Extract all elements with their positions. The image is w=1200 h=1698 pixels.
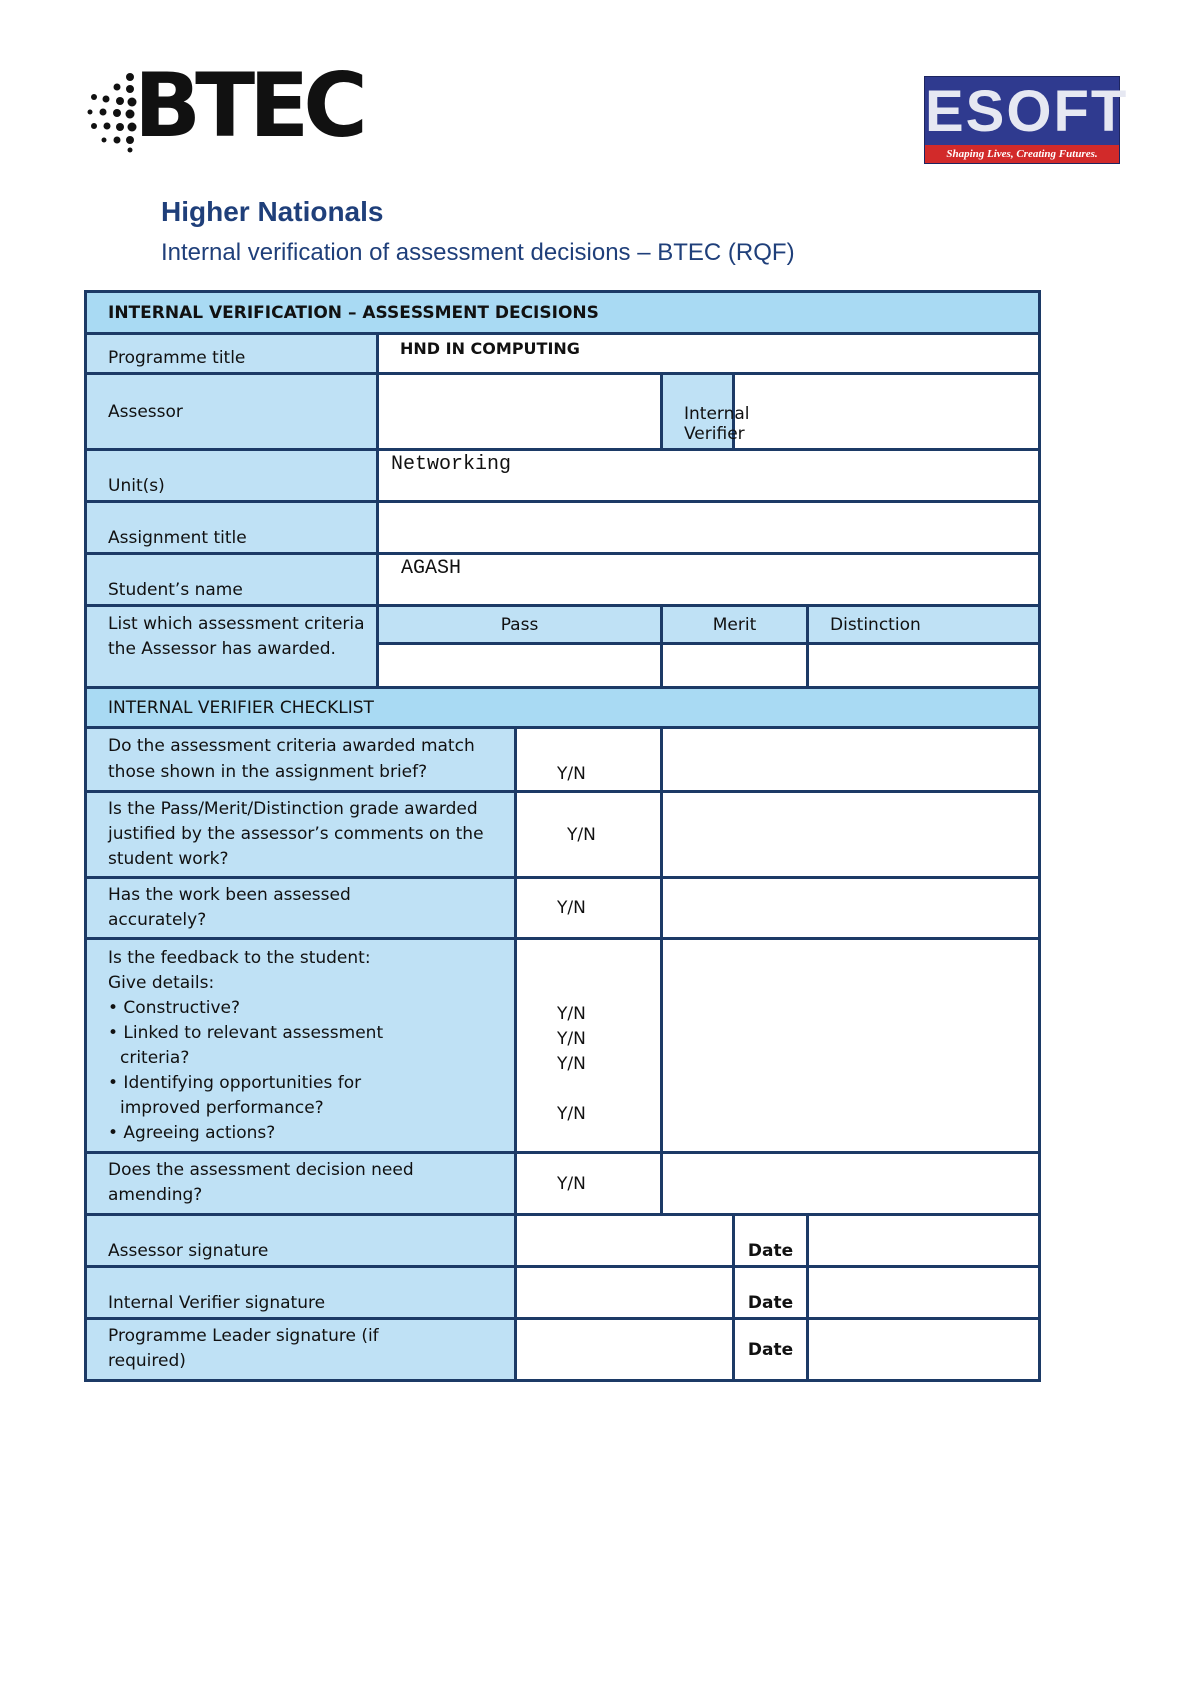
iv-signature-field[interactable] <box>516 1267 734 1319</box>
assignment-title-field[interactable] <box>378 502 1040 554</box>
q4-label <box>86 939 516 1153</box>
merit-label: Merit <box>662 606 808 644</box>
btec-logo <box>86 54 362 164</box>
q4-item-linked: • Linked to relevant assessment <box>108 1023 384 1043</box>
q4-yn-actions[interactable]: Y/N <box>557 1104 586 1124</box>
programme-title-field[interactable]: HND IN COMPUTING <box>378 334 1040 374</box>
q4-item-constructive: • Constructive? <box>108 998 241 1018</box>
esoft-tagline: Shaping Lives, Creating Futures. <box>925 145 1119 163</box>
verification-form <box>84 290 1041 1382</box>
assessor-signature-label: Assessor signature <box>86 1215 516 1267</box>
q4-item-opportunities-cont: improved performance? <box>120 1098 324 1118</box>
student-name-field[interactable]: AGASH <box>378 554 1040 606</box>
pl-signature-field[interactable] <box>516 1319 734 1381</box>
assessor-field[interactable] <box>378 374 662 450</box>
q2-label: Is the Pass/Merit/Distinction grade awarded justified by the assessor’s comments on the student work? <box>86 792 516 878</box>
q4-intro: Is the feedback to the student: <box>108 948 371 968</box>
q1-comments-field[interactable] <box>662 728 1040 792</box>
iv-date-field[interactable] <box>808 1267 1040 1319</box>
q4-yn-group <box>516 939 662 1153</box>
programme-title-label: Programme title <box>86 334 378 374</box>
pass-label: Pass <box>378 606 662 644</box>
section-title-checklist: INTERNAL VERIFIER CHECKLIST <box>86 688 1040 728</box>
pass-criteria-field[interactable] <box>378 644 662 688</box>
assessor-signature-field[interactable] <box>516 1215 734 1267</box>
q4-item-opportunities: • Identifying opportunities for <box>108 1073 362 1093</box>
q3-label: Has the work been assessed accurately? <box>86 878 516 939</box>
criteria-label: List which assessment criteria the Assessor has awarded. <box>86 606 378 688</box>
page-subtitle: Internal verification of assessment decisions – BTEC (RQF) <box>161 239 795 266</box>
iv-date-label: Date <box>734 1267 808 1319</box>
assessor-date-field[interactable] <box>808 1215 1040 1267</box>
q4-comments-field[interactable] <box>662 939 1040 1153</box>
internal-verifier-field[interactable] <box>734 374 1040 450</box>
q4-yn-linked[interactable]: Y/N <box>557 1029 586 1049</box>
q5-comments-field[interactable] <box>662 1153 1040 1215</box>
distinction-criteria-field[interactable] <box>808 644 1040 688</box>
assessor-label: Assessor <box>86 374 378 450</box>
q5-yn[interactable]: Y/N <box>516 1153 662 1215</box>
q2-yn[interactable]: Y/N <box>516 792 662 878</box>
q3-comments-field[interactable] <box>662 878 1040 939</box>
pl-signature-label: Programme Leader signature (if required) <box>86 1319 516 1381</box>
merit-criteria-field[interactable] <box>662 644 808 688</box>
q1-label: Do the assessment criteria awarded match those shown in the assignment brief? <box>86 728 516 792</box>
q4-yn-opportunities[interactable]: Y/N <box>557 1054 586 1074</box>
page-title: Higher Nationals <box>161 196 384 227</box>
section-title-assessment-decisions: INTERNAL VERIFICATION – ASSESSMENT DECISIONS <box>86 292 1040 334</box>
assessor-date-label: Date <box>734 1215 808 1267</box>
esoft-logo <box>924 76 1129 164</box>
assignment-title-label: Assignment title <box>86 502 378 554</box>
q2-comments-field[interactable] <box>662 792 1040 878</box>
q3-yn[interactable]: Y/N <box>516 878 662 939</box>
internal-verifier-label: Internal Verifier <box>662 374 734 450</box>
pl-date-field[interactable] <box>808 1319 1040 1381</box>
q5-label: Does the assessment decision need amending? <box>86 1153 516 1215</box>
units-label: Unit(s) <box>86 450 378 502</box>
q4-yn-constructive[interactable]: Y/N <box>557 1004 586 1024</box>
q4-item-actions: • Agreeing actions? <box>108 1123 276 1143</box>
student-name-label: Student’s name <box>86 554 378 606</box>
btec-logo-text: BTEC <box>134 54 362 157</box>
distinction-label: Distinction <box>808 606 1040 644</box>
q1-yn[interactable]: Y/N <box>516 728 662 792</box>
iv-signature-label: Internal Verifier signature <box>86 1267 516 1319</box>
esoft-logo-text: ESOFT <box>925 79 1129 144</box>
units-field[interactable]: Networking <box>378 450 1040 502</box>
pl-date-label: Date <box>734 1319 808 1381</box>
q4-item-linked-cont: criteria? <box>120 1048 190 1068</box>
q4-give-details: Give details: <box>108 973 215 993</box>
